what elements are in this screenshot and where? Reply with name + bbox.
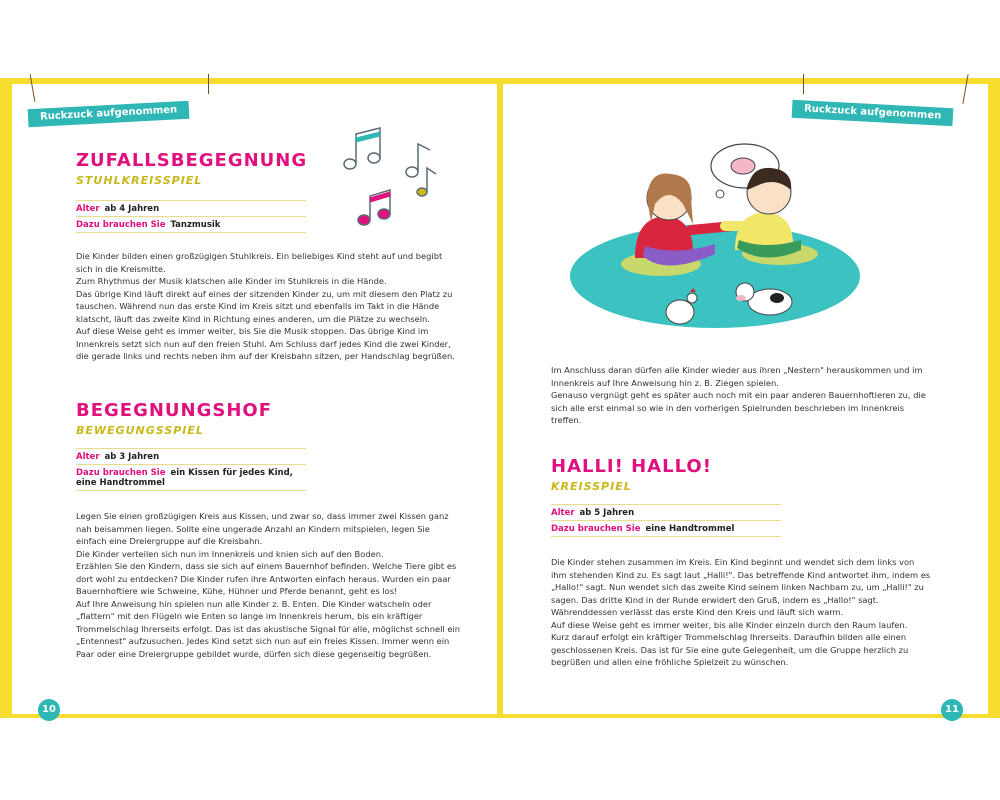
game2-body (76, 510, 461, 660)
game1-meta (76, 200, 306, 233)
needs-label: Dazu brauchen Sie (551, 524, 641, 534)
paragraph: Genauso vergnügt geht es später auch noch mit ein paar anderen Bauernhoftieren zu, die sich alle erst einmal so wie in den vorherigen Spielrunden beschrieben im Innenkreis treffen. (551, 390, 926, 425)
needs-label: Dazu brauchen Sie (76, 220, 166, 230)
music-notes-icon (332, 122, 442, 232)
game1-body (76, 250, 456, 363)
game1-subtitle: STUHLKREISSPIEL (76, 174, 203, 187)
age-value: ab 5 Jahren (579, 508, 635, 518)
book-spread (0, 78, 1000, 718)
ribbon-string (803, 74, 804, 94)
needs-value: Tanzmusik (170, 220, 221, 230)
paragraph: Zum Rhythmus der Musik klatschen alle Kinder im Stuhlkreis in die Hände. (76, 276, 387, 286)
game3-title: HALLI! HALLO! (551, 456, 712, 477)
continuation-body (551, 364, 931, 427)
right-ribbon: Ruckzuck aufgenommen (791, 100, 953, 126)
age-label: Alter (76, 452, 100, 462)
ribbon-string (208, 74, 209, 94)
paragraph: Die Kinder verteilen sich nun im Innenkreis und knien sich auf den Boden. (76, 548, 384, 559)
age-label: Alter (551, 508, 575, 518)
game3-subtitle: KREISSPIEL (551, 480, 632, 493)
chicken-icon (666, 300, 694, 324)
page-number: 11 (941, 699, 963, 721)
needs-label: Dazu brauchen Sie (76, 468, 166, 478)
needs-value: eine Handtrommel (645, 524, 735, 534)
age-value: ab 4 Jahren (104, 204, 160, 214)
paragraph: Das übrige Kind läuft direkt auf eines der sitzenden Kinder zu, um mit diesem den Platz zu tauschen. Während nun das erste Kind im Kreis sitzt und ebenfalls im Takt in die Hände klatscht, läuft das zweite Kind in Richtung eines anderen, um die Plätze zu wechseln. (76, 288, 453, 324)
age-value: ab 3 Jahren (104, 452, 160, 462)
paragraph: Die Kinder stehen zusammen im Kreis. Ein Kind beginnt und wendet sich dem links von ihm stehenden Kind zu. Es sagt laut „Halli!". Das betreffende Kind antwortet ihm, indem es „Hallo!" sagt. Nun wendet sich das zweite Kind seinem linken Nachbarn zu, um „Halli!" zu sagen. Das dritte Kind in der Runde erwidert den Gruß, indem es „Hallo!" sagt. Währenddessen verlässt das erste Kind den Kreis und läuft sich warm. (551, 557, 931, 617)
game3-body (551, 556, 931, 669)
paragraph: Legen Sie einen großzügigen Kreis aus Kissen, und zwar so, dass immer zwei Kissen ganz nah beisammen liegen. Sollte eine ungerade Anzahl an Kindern mitspielen, legen Sie einfach eine Dreiergruppe auf die Kreisbahn. (76, 511, 449, 546)
paragraph: Auf Ihre Anweisung hin spielen nun alle Kinder z. B. Enten. Die Kinder watscheln oder „flattern" mit den Flügeln wie Enten so lange im Innenkreis herum, bis ein kräftiger Trommelschlag Ihrerseits erfolgt. Das ist das akustische Signal für alle, möglichst schnell ein „Entennest" aufzusuchen. Jedes Kind setzt sich nun auf ein freies Kissen. Immer wenn ein Paar oder eine Dreiergruppe gebildet wurde, dürfen sich diese gegenseitig begrüßen. (76, 598, 461, 659)
page-number: 10 (38, 699, 60, 721)
paragraph: Im Anschluss daran dürfen alle Kinder wieder aus ihren „Nestern" herauskommen und im Innenkreis auf Ihre Anweisung hin z. B. Ziegen spielen. (551, 365, 923, 388)
paragraph: Kurz darauf erfolgt ein kräftiger Trommelschlag Ihrerseits. Daraufhin bilden alle einen geschlossenen Kreis. Das ist für Sie eine gute Gelegenheit, um die Gruppe herzlich zu begrüßen und allen eine fröhliche Spielzeit zu wünschen. (551, 632, 909, 667)
game3-meta (551, 504, 781, 537)
needs-value: ein Kissen für jedes Kind, eine Handtrommel (76, 468, 293, 488)
pig-icon (731, 158, 755, 174)
paragraph: Auf diese Weise geht es immer weiter, bis alle Kinder einzeln durch den Raum laufen. (551, 619, 908, 630)
cow-icon (748, 289, 792, 315)
game2-title: BEGEGNUNGSHOF (76, 400, 273, 421)
ribbon-string (962, 74, 968, 104)
bubble-dot (716, 190, 724, 198)
game1-title: ZUFALLSBEGEGNUNG (76, 150, 308, 171)
children-greeting-illustration (565, 126, 865, 336)
age-label: Alter (76, 204, 100, 214)
game2-meta (76, 448, 306, 491)
right-page (503, 84, 988, 714)
left-page (12, 84, 497, 714)
paragraph: Die Kinder bilden einen großzügigen Stuhlkreis. Ein beliebiges Kind steht auf und begibt sich in die Kreismitte. (76, 251, 443, 274)
game2-subtitle: BEWEGUNGSSPIEL (76, 424, 204, 437)
floor-mat (570, 224, 860, 328)
ribbon-string (30, 74, 36, 102)
paragraph: Erzählen Sie den Kindern, dass sie sich auf einem Bauernhof befinden. Welche Tiere gibt es dort wohl zu entdecken? Die Kinder rufen ihre Antworten einfach heraus. Wurden ein paar Bauernhoftiere wie Schweine, Kühe, Hühner und Pferde benannt, geht es los! (76, 561, 457, 596)
left-ribbon: Ruckzuck aufgenommen (28, 101, 190, 127)
paragraph: Auf diese Weise geht es immer weiter, bis Sie die Musik stoppen. Das übrige Kind im Innenkreis setzt sich nun auf den freien Stuhl. Am Schluss darf jedes Kind die zwei Kinder, die gerade links und rechts neben ihm auf der Kreisbahn sitzen, per Handschlag begrüßen. (76, 326, 455, 361)
